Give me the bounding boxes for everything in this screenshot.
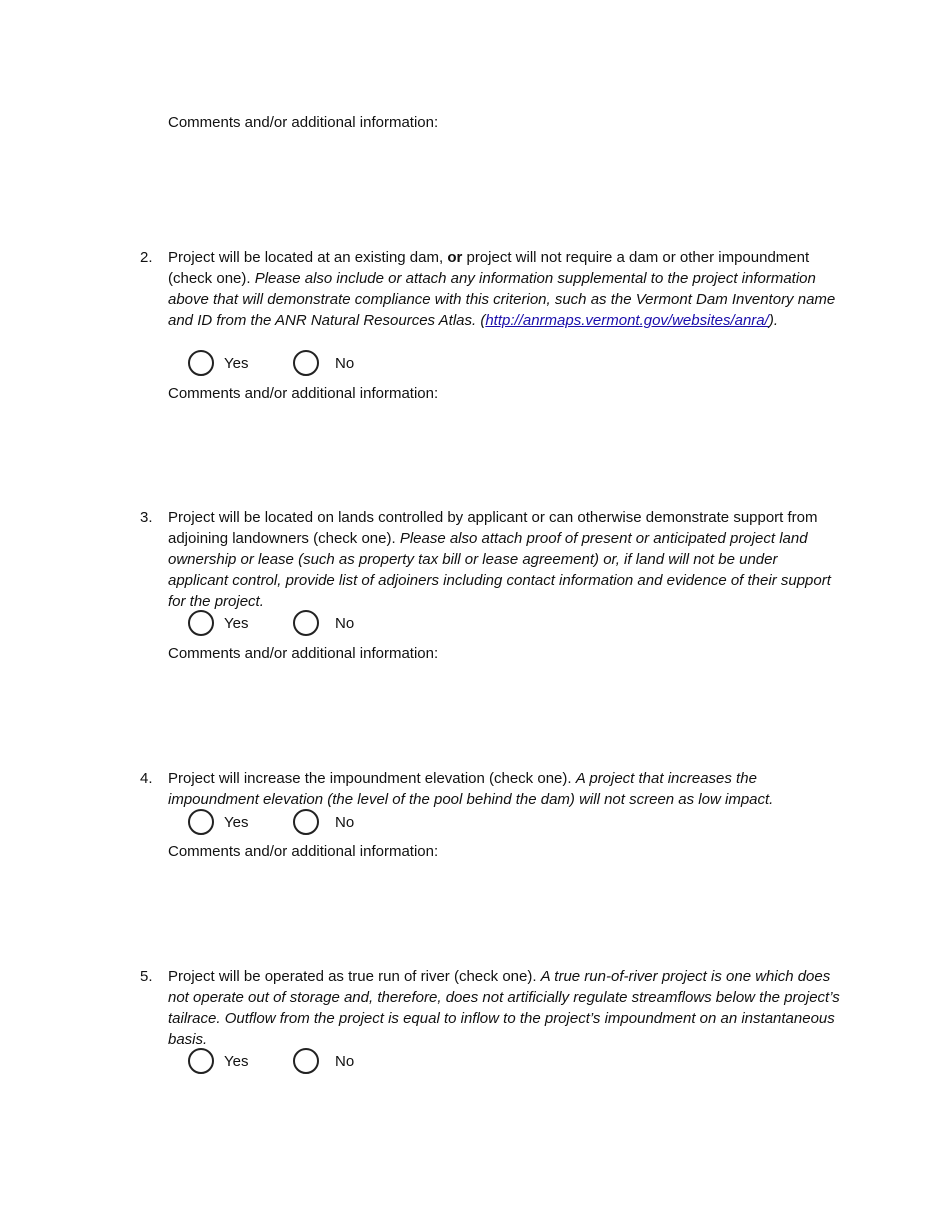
anr-atlas-link[interactable]: http://anrmaps.vermont.gov/websites/anra/ (485, 312, 769, 329)
radio-no-5[interactable] (293, 1048, 319, 1074)
radio-yes-3[interactable] (188, 610, 214, 636)
radio-label-yes: Yes (224, 355, 249, 372)
comments-label-1: Comments and/or additional information: (168, 114, 439, 131)
item-text: Project will be located at an existing dam, or project will not require a dam or other impoundment (check one). Please also include or attach any information supplemental to the project information above that will demonstrate compliance with this criterion, such as the Vermont Dam Inventory name and ID from the ANR Natural Resources Atlas. (http://anrmaps.vermont.gov/websites/anra/). (168, 249, 836, 329)
item-text: Project will increase the impoundment elevation (check one). A project that increases the impoundment elevation (the level of the pool behind the dam) will not screen as low impact. (168, 770, 774, 808)
radio-no-4[interactable] (293, 809, 319, 835)
radio-label-no: No (335, 355, 355, 372)
item-text: Project will be located on lands controlled by applicant or can otherwise demonstrate support from adjoining landowners (check one). Please also attach proof of present or anticipated project land ownership or lease (such as property tax bill or lease agreement) or, if land will not be under applicant control, provide list of adjoiners including contact information and evidence of their support for the project. (168, 509, 831, 610)
radio-yes-2[interactable] (188, 350, 214, 376)
comments-label-3: Comments and/or additional information: (168, 645, 439, 662)
item-number: 5. (140, 968, 153, 985)
radio-label-yes: Yes (224, 814, 249, 831)
comments-label-4: Comments and/or additional information: (168, 843, 439, 860)
radio-label-no: No (335, 615, 355, 632)
radio-yes-5[interactable] (188, 1048, 214, 1074)
item-number: 4. (140, 770, 153, 787)
bold-or: or (447, 249, 463, 266)
comments-label-2: Comments and/or additional information: (168, 385, 439, 402)
item-number: 2. (140, 249, 153, 266)
item-number: 3. (140, 509, 153, 526)
radio-no-3[interactable] (293, 610, 319, 636)
radio-label-yes: Yes (224, 1053, 249, 1070)
radio-label-yes: Yes (224, 615, 249, 632)
radio-no-2[interactable] (293, 350, 319, 376)
radio-label-no: No (335, 1053, 355, 1070)
radio-label-no: No (335, 814, 355, 831)
item-text: Project will be operated as true run of river (check one). A true run-of-river project is one which does not operate out of storage and, therefore, does not artificially regulate streamflows below the project’s tailrace. Outflow from the project is equal to inflow to the project’s impoundment on an instantaneous basis. (168, 968, 840, 1048)
radio-yes-4[interactable] (188, 809, 214, 835)
